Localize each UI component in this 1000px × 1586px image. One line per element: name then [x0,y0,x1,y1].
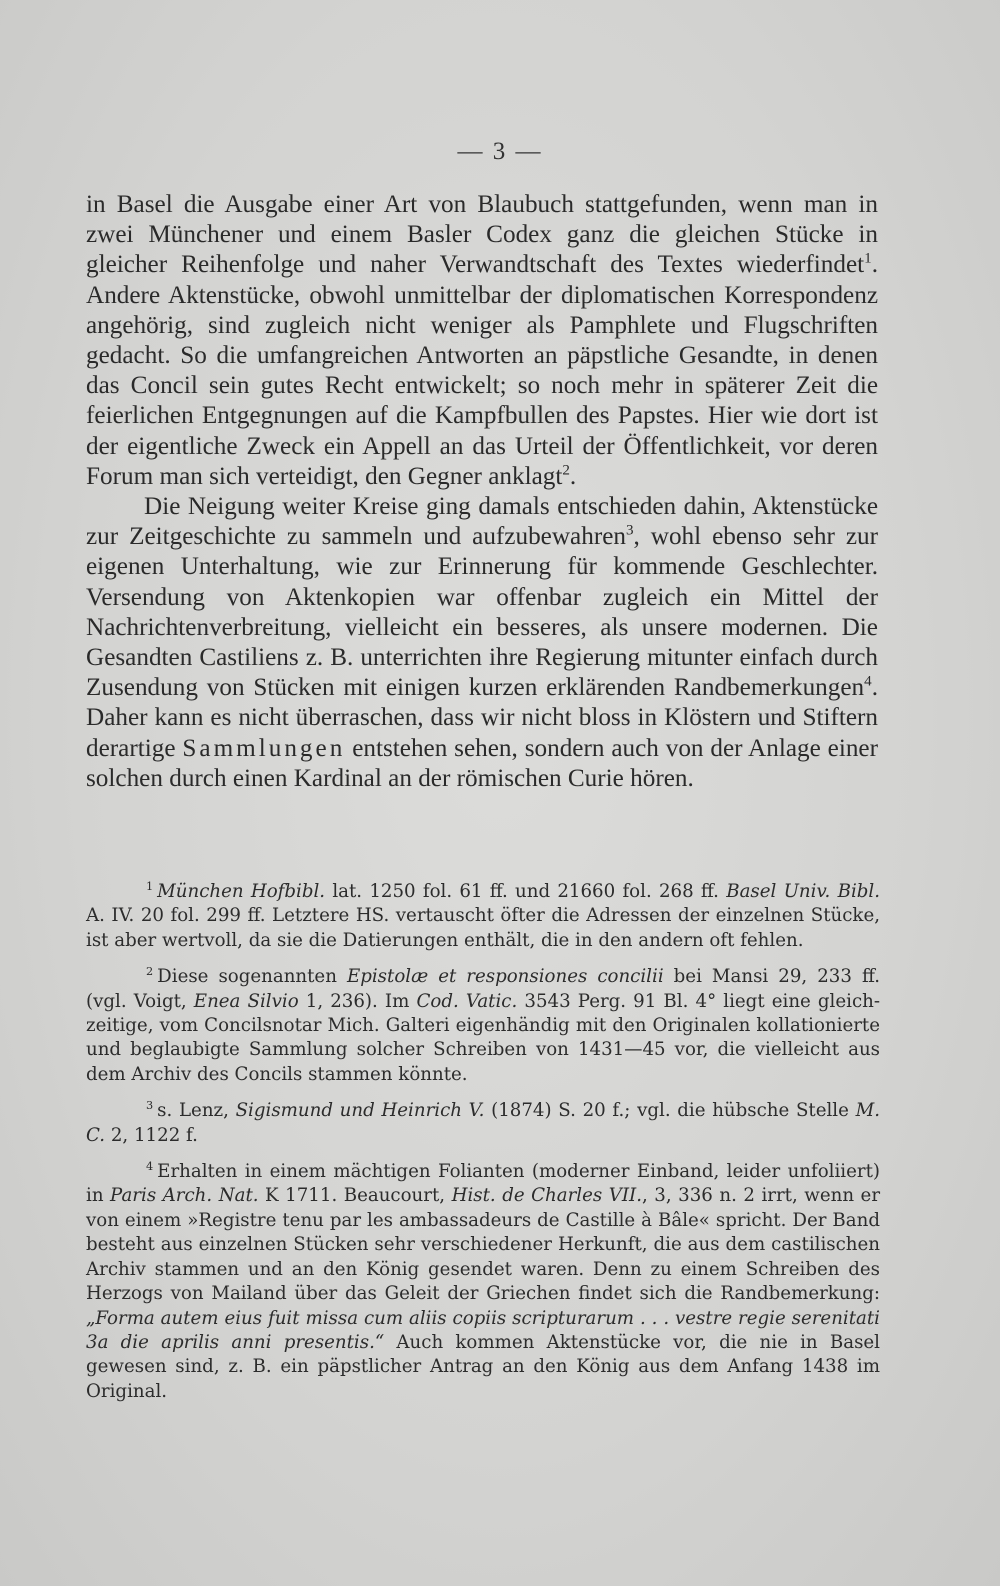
paragraph-1: in Basel die Ausgabe einer Art von Blaubuch stattgefunden, wenn man in zwei Münchener und einem Basler Codex ganz die gleichen Stücke in gleicher Reihenfolge und naher Verwandtschaft des Textes wiederfindet$^1$. Andere Aktenstücke, obwohl unmittelbar der diplomatischen Korrespondenz angehörig, sind zugleich nicht weniger als Pamphlete und Flugschriften gedacht. So die umfangreichen Antworten an päpstliche Gesandte, in denen das Concil sein gutes Recht entwickelt; so noch mehr in späterer Zeit die feierlichen Entgegnungen auf die Kampfbullen des Papstes. Hier wie dort ist der eigentliche Zweck ein Appell an das Urteil der Öffentlichkeit, vor deren Forum man sich verteidigt, den Gegner anklagt$^2$. [86,191,878,490]
footnote-1: $^1$ München Hofbibl. lat. 1250 fol. 61 ff. und 21660 fol. 268 ff. Basel Univ. Bibl. A. IV. 20 fol. 299 ff. Letztere HS. vertauscht öfter die Adressen der einzelnen Stücke, ist aber wertvoll, da sie die Datierungen enthält, die in den andern oft fehlen. [86,879,880,951]
footnote-ref-1: 1 [864,251,872,268]
paragraph-2: Die Neigung weiter Kreise ging damals entschieden dahin, Aktenstücke zur Zeitgeschichte zu sammeln und aufzubewahren$^3$, wohl ebenso sehr zur eigenen Unterhaltung, wie zur Erinnerung für kommende Geschlechter. Versendung von Aktenkopien war offenbar zugleich ein Mittel der Nachrichtenverbreitung, vielleicht ein besseres, als unsere modernen. Die Gesandten Castiliens z. B. unterrichten ihre Regierung mitunter einfach durch Zusendung von Stücken mit einigen kurzen erklärenden Randbemerkungen$^4$. Daher kann es nicht überraschen, dass wir nicht bloss in Klöstern und Stiftern derartige Sammlungen entstehen sehen, sondern auch von der Anlage einer solchen durch einen Kardinal an der römischen Curie hören. [86,493,878,792]
emphasized-word: Sammlungen [182,734,346,762]
footnote-ref-3: 3 [625,522,634,539]
main-text [86,190,878,794]
footnotes [86,880,880,1416]
footnote-2: $^2$ Diese sogenannten Epistolæ et responsiones concilii bei Mansi 29, 233 ff. (vgl. Voigt, Enea Silvio 1, 236). Im Cod. Vatic. 3543 Perg. 91 Bl. 4° liegt eine gleichzeitige, vom Concilsnotar Mich. Galteri eigenhändig mit den Originalen kollationierte und beglaubigte Sammlung solcher Schreiben von 1431—45 vor, die vielleicht aus dem Archiv des Concils stammen könnte. [86,965,881,1085]
footnote-ref-4: 4 [864,673,872,690]
footnote-4: $^4$ Erhalten in einem mächtigen Folianten (moderner Einband, leider unfoliiert) in Paris Arch. Nat. K 1711. Beaucourt, Hist. de Charles VII., 3, 336 n. 2 irrt, wenn er von einem »Registre tenu par les ambassadeurs de Castille à Bâle« spricht. Der Band besteht aus einzelnen Stücken sehr verschiedener Herkunft, die aus dem castilischen Archiv stammen und an den König gesendet waren. Denn zu einem Schreiben des Herzogs von Mailand über das Geleit der Griechen findet sich die Randbemerkung: „Forma autem eius fuit missa cum aliis copiis scripturarum . . . vestre regie serenitati 3a die aprilis anni presentis.“ Auch kommen Aktenstücke vor, die nie in Basel gewesen sind, z. B. ein päpstlicher Antrag an den König aus dem Anfang 1438 im Original. [86,1160,881,1402]
footnote-3: $^3$ s. Lenz, Sigismund und Heinrich V. (1874) S. 20 f.; vgl. die hübsche Stelle M. C. 2, 1122 f. [86,1099,880,1146]
footnote-ref-2: 2 [562,462,570,479]
page-number: — 3 — [457,138,543,165]
